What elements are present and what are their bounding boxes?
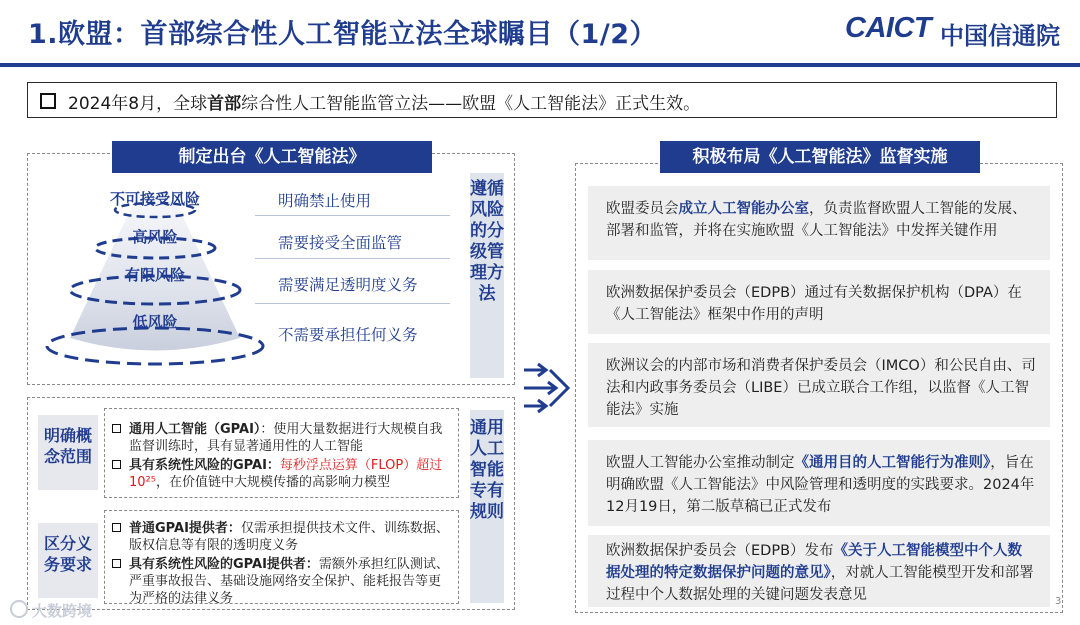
- risk-rule-limited: 需要满足透明度义务: [278, 276, 418, 294]
- gpai-rules-side-label: 通用人工智能专有规则: [470, 410, 504, 603]
- intro-text-bold: 首部: [207, 94, 242, 114]
- risk-level-low: 低风险: [132, 313, 178, 331]
- divider: [255, 258, 450, 259]
- obligation-subject: 普通GPAI提供者：: [129, 521, 241, 536]
- concept-term: 通用人工智能（GPAI）: [129, 422, 261, 437]
- source-watermark: [10, 600, 92, 621]
- intro-banner: [27, 82, 1057, 118]
- risk-rule-unacceptable: 明确禁止使用: [278, 192, 372, 210]
- concept-definition: ，在价值链中大规模传播的高影响力模型: [155, 475, 390, 490]
- square-bullet-icon: [112, 523, 121, 532]
- implementation-card-code-of-practice: [588, 440, 1050, 526]
- risk-rule-low: 不需要承担任何义务: [278, 326, 418, 344]
- card-text: ，负责监督欧盟人工智能的发展、部署和监管，并将在实施欧盟《人工智能法》中发挥关键作用: [606, 201, 1027, 239]
- card-text: 欧洲数据保护委员会（EDPB）通过有关数据保护机构（DPA）在《人工智能法》框架中作用的声明: [606, 285, 1022, 323]
- card-text: 欧洲数据保护委员会（EDPB）发布: [606, 543, 834, 559]
- implementation-card-joint-working-group: [588, 343, 1050, 427]
- card-text: 欧盟委员会: [606, 201, 679, 217]
- implementation-card-ai-office: [588, 186, 1050, 260]
- risk-level-high: 高风险: [132, 228, 178, 246]
- concept-item-gpai: [112, 421, 452, 455]
- implementation-card-edpb-opinion: [588, 535, 1050, 607]
- concept-term: 具有系统性风险的GPAI：: [129, 458, 280, 473]
- card-text: 欧洲议会的内部市场和消费者保护委员会（IMCO）和公民自由、司法和内政事务委员会（LIBE）已成立联合工作组，以监督《人工智能法》实施: [606, 358, 1036, 418]
- obligation-text: 仅需承担提供技术文件、训练数据、版权信息等有限的透明度义务: [129, 521, 449, 553]
- brand-name: 中国信通院: [940, 22, 1060, 50]
- square-bullet-icon: [112, 424, 121, 433]
- risk-rule-high: 需要接受全面监管: [278, 234, 403, 252]
- obligation-item-general: [112, 520, 452, 554]
- obligation-label: 区分义务要求: [38, 523, 98, 598]
- card-text: ，旨在明确欧盟《人工智能法》中风险管理和透明度的实践要求。2024年12月19日，第二版草稿已正式发布: [606, 455, 1035, 515]
- card-highlight: 《关于人工智能模型中个人数据处理的特定数据保护问题的意见》: [606, 543, 1023, 581]
- card-highlight: 成立人工智能办公室: [678, 201, 809, 217]
- risk-method-side-label: 遵循风险的分级管理方法: [470, 173, 504, 378]
- page-title: 1.欧盟：首部综合性人工智能立法全球瞩目（1/2）: [28, 19, 657, 50]
- card-highlight: 《通用目的人工智能行为准则》: [794, 455, 991, 471]
- left-panel-heading: 制定出台《人工智能法》: [112, 141, 432, 173]
- square-bullet-icon: [40, 93, 56, 109]
- header-divider: [0, 63, 1080, 67]
- risk-level-limited: 有限风险: [124, 266, 185, 284]
- flop-threshold: 每秒浮点运算（FLOP）超过10²⁵: [129, 458, 443, 490]
- obligation-text: 需额外承担红队测试、严重事故报告、基础设施网络安全保护、能耗报告等更为严格的法律义务: [129, 557, 449, 606]
- divider: [255, 215, 450, 216]
- double-arrow-icon: [520, 358, 575, 418]
- risk-level-unacceptable: 不可接受风险: [109, 190, 200, 208]
- right-panel-heading: 积极布局《人工智能法》监督实施: [660, 141, 980, 173]
- page-number: 3: [1055, 596, 1062, 607]
- divider: [255, 303, 450, 304]
- card-text: ，对就人工智能模型开发和部署过程中个人数据处理的关键问题发表意见: [606, 565, 1034, 603]
- concept-definition: ：使用大量数据进行大规模自我监督训练时，具有显著通用性的人工智能: [129, 422, 443, 454]
- caict-logo: CAICT: [845, 12, 932, 44]
- obligation-subject: 具有系统性风险的GPAI提供者：: [129, 557, 319, 572]
- concept-item-systemic-gpai: [112, 457, 452, 491]
- square-bullet-icon: [112, 460, 121, 469]
- square-bullet-icon: [112, 559, 121, 568]
- watermark-logo-icon: [10, 600, 28, 618]
- intro-text-post: 综合性人工智能监管立法——欧盟《人工智能法》正式生效。: [241, 94, 701, 114]
- concept-scope-label: 明确概念范围: [38, 415, 98, 490]
- source-name: 大数跨境: [32, 602, 93, 620]
- implementation-card-edpb-statement: [588, 270, 1050, 334]
- intro-text-pre: 2024年8月，全球: [68, 94, 208, 114]
- obligation-item-systemic: [112, 556, 452, 607]
- card-text: 欧盟人工智能办公室推动制定: [606, 455, 795, 471]
